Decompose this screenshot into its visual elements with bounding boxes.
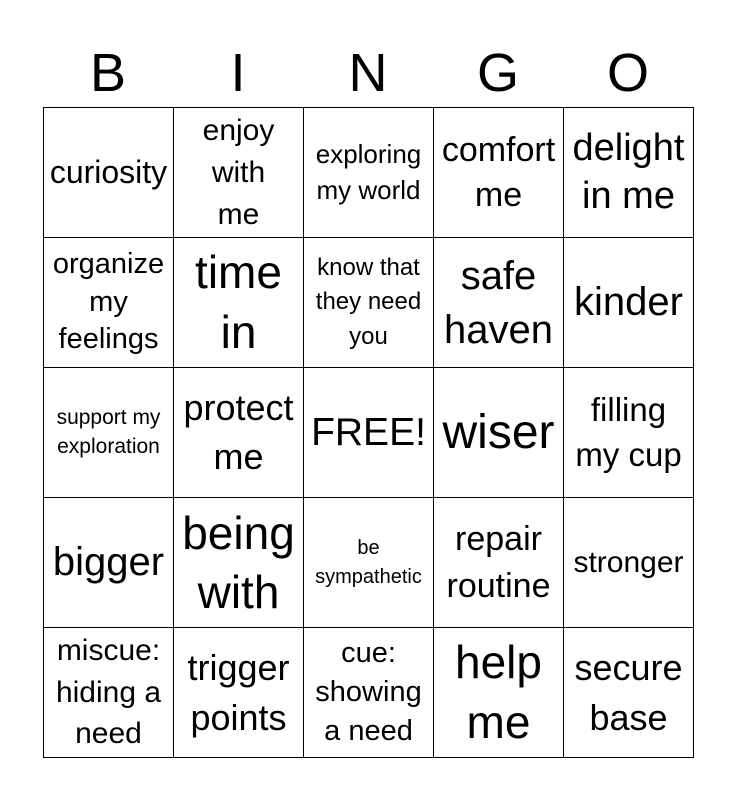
- cell-text: cue: showing a need: [315, 636, 422, 748]
- bingo-cell-r1c4[interactable]: [434, 108, 564, 238]
- bingo-cell-r5c3[interactable]: [304, 628, 434, 758]
- cell-text: enjoy with me: [202, 113, 275, 231]
- cell-text: secure base: [574, 646, 683, 738]
- cell-text: organize my feelings: [52, 247, 165, 356]
- header-letter-o: O: [606, 43, 649, 103]
- cell-text: protect me: [183, 386, 294, 477]
- bingo-cell-r1c1[interactable]: [44, 108, 174, 238]
- bingo-cell-r5c1[interactable]: [44, 628, 174, 758]
- bingo-cell-r2c4[interactable]: [434, 238, 564, 368]
- cell-text: exploring my world: [315, 138, 422, 205]
- cell-text: help me: [455, 635, 542, 748]
- bingo-cell-r4c3[interactable]: [304, 498, 434, 628]
- bingo-cell-r1c2[interactable]: [174, 108, 304, 238]
- header-letter-i: I: [230, 43, 246, 103]
- bingo-cell-r4c2[interactable]: [174, 498, 304, 628]
- cell-text: being with: [182, 506, 295, 618]
- bingo-cell-r1c3[interactable]: [304, 108, 434, 238]
- bingo-cell-r2c3[interactable]: [304, 238, 434, 368]
- cell-text: comfort me: [441, 131, 556, 214]
- bingo-cell-r3c2[interactable]: [174, 368, 304, 498]
- bingo-cell-r3c3[interactable]: [304, 368, 434, 498]
- cell-text: FREE!: [311, 410, 426, 454]
- cell-text: trigger points: [187, 646, 290, 738]
- bingo-cell-r4c5[interactable]: [564, 498, 694, 628]
- bingo-cell-r3c1[interactable]: [44, 368, 174, 498]
- header-letter-n: N: [348, 43, 388, 103]
- cell-text: time in: [195, 245, 282, 358]
- bingo-cell-r3c5[interactable]: [564, 368, 694, 498]
- cell-text: know that they need you: [315, 254, 422, 350]
- bingo-board: [43, 107, 694, 758]
- cell-text: miscue: hiding a need: [55, 634, 162, 751]
- cell-text: bigger: [52, 540, 165, 585]
- cell-text: support my exploration: [56, 405, 161, 458]
- bingo-cell-r2c5[interactable]: [564, 238, 694, 368]
- bingo-cell-r5c4[interactable]: [434, 628, 564, 758]
- cell-text: delight in me: [572, 126, 685, 217]
- bingo-cell-r4c4[interactable]: [434, 498, 564, 628]
- cell-text: wiser: [442, 405, 555, 459]
- cell-text: repair routine: [446, 519, 551, 605]
- bingo-header: [43, 40, 693, 106]
- cell-text: kinder: [574, 280, 683, 325]
- bingo-cell-r5c2[interactable]: [174, 628, 304, 758]
- cell-text: safe haven: [444, 253, 553, 352]
- cell-text: filling my cup: [575, 390, 682, 473]
- bingo-cell-r2c1[interactable]: [44, 238, 174, 368]
- bingo-cell-r5c5[interactable]: [564, 628, 694, 758]
- bingo-cell-r2c2[interactable]: [174, 238, 304, 368]
- header-letter-b: B: [89, 43, 127, 103]
- bingo-cell-r1c5[interactable]: [564, 108, 694, 238]
- bingo-cell-r3c4[interactable]: [434, 368, 564, 498]
- cell-text: be sympathetic: [315, 536, 422, 588]
- cell-text: stronger: [573, 545, 684, 579]
- cell-text: curiosity: [49, 154, 168, 191]
- header-letter-g: G: [476, 43, 519, 103]
- bingo-cell-r4c1[interactable]: [44, 498, 174, 628]
